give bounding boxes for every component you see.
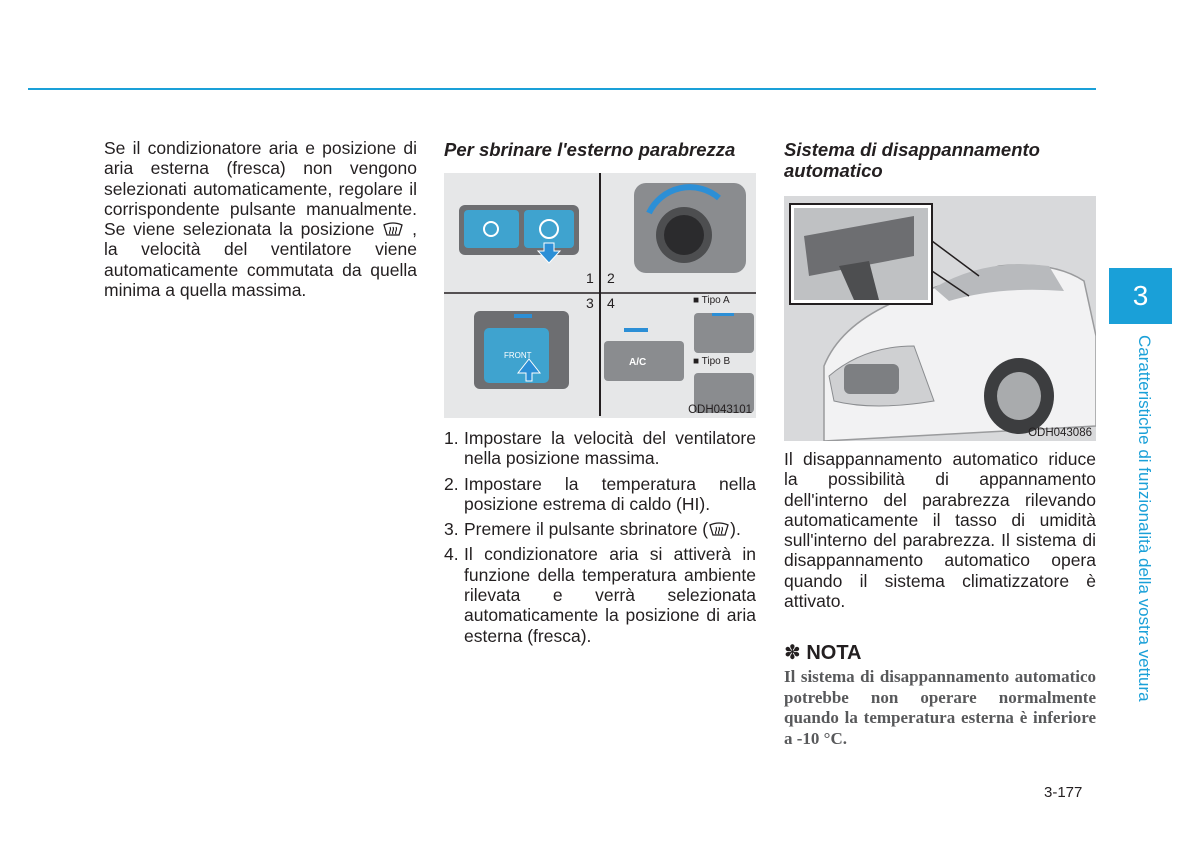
defrost-steps <box>444 428 756 651</box>
list-item: 4. Il condizionatore aria si attiverà in funzione della temperatura ambiente rilevata e verrà selezionata automaticamente la posizione di aria esterna (fresca). <box>444 544 756 646</box>
figure-label-4: 4 <box>607 295 615 311</box>
list-item: 2. Impostare la temperatura nella posizione estrema di caldo (HI). <box>444 473 756 514</box>
list-item: 1. Impostare la velocità del ventilatore nella posizione massima. <box>444 428 756 469</box>
figure-label-2: 2 <box>607 270 615 286</box>
figure-code: ODH043101 <box>688 404 752 416</box>
tipo-a-label: ■ Tipo A <box>693 295 730 306</box>
section-heading-autodefog: Sistema di disappannamento automatico <box>784 139 1040 181</box>
chapter-number-tab: 3 <box>1109 268 1172 324</box>
car-illustration <box>784 196 1096 441</box>
section-heading-defrost: Per sbrinare l'esterno parabrezza <box>444 139 736 160</box>
intro-paragraph: Se il condizionatore aria e posizione di aria esterna (fresca) non vengono selezionati automaticamente, regolare il corrispondente pulsante manualmente. Se viene selezionata la posizione , la velocità del ventilatore viene automaticamente commutata da quella minima a quella massima. <box>104 138 417 301</box>
tipo-b-label: ■ Tipo B <box>693 356 731 367</box>
front-defrost-icon <box>708 522 730 536</box>
front-button-label: FRONT <box>504 351 532 360</box>
autodefog-paragraph: Il disappannamento automatico riduce la possibilità di appannamento dell'interno del parabrezza rilevando automaticamente il tasso di umidità sull'interno del parabrezza. Il sistema di disappannamento automatico opera quando il sistema climatizzatore è attivato. <box>784 449 1096 612</box>
car-figure <box>784 196 1096 441</box>
figure-label-1: 1 <box>586 270 594 286</box>
figure-label-3: 3 <box>586 295 594 311</box>
rear-defrost-icon <box>382 222 404 236</box>
chapter-side-title: Caratteristiche di funzionalità della vostra vettura <box>1135 335 1154 702</box>
defrost-figure <box>444 173 756 418</box>
ac-button-label: A/C <box>629 357 647 368</box>
top-rule <box>28 88 1096 90</box>
figure-code: ODH043086 <box>1028 427 1092 439</box>
note-title: ✽ NOTA <box>784 642 862 664</box>
page-number: 3-177 <box>1044 784 1083 801</box>
note-text: Il sistema di disappannamento automatico potrebbe non operare normalmente quando la temperatura esterna è inferiore a -10 °C. <box>784 667 1096 748</box>
list-item: 3. Premere il pulsante sbrinatore ( ). <box>444 519 741 540</box>
